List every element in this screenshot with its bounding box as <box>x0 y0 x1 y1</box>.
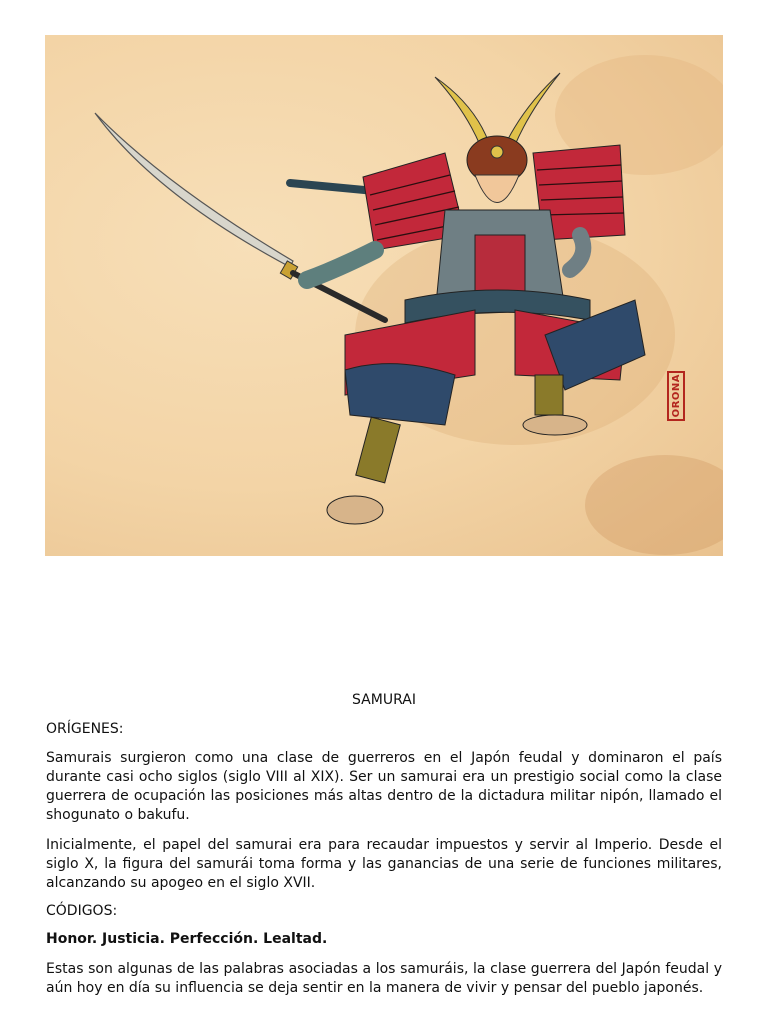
section-heading-codes: CÓDIGOS: <box>46 903 118 919</box>
paragraph-codes: Estas son algunas de las palabras asociadas a los samuráis, la clase guerrera del Japón feudal y aún hoy en día su influencia se deja sentir en la manera de vivir y pensar del pueblo japonés. <box>46 961 722 996</box>
virtues-line: Honor. Justicia. Perfección. Lealtad. <box>46 931 328 947</box>
page-title: SAMURAI <box>352 692 416 708</box>
samurai-drawing <box>45 35 723 556</box>
paragraph-origins-2: Inicialmente, el papel del samurai era para recaudar impuestos y servir al Imperio. Desde el siglo X, la figura del samurái toma forma y las ganancias de una serie de funciones militares, alcanzando su apogeo en el siglo XVII. <box>46 837 722 891</box>
artist-seal: ORONA <box>667 371 685 421</box>
samurai-illustration <box>45 35 723 556</box>
paragraph-origins-1: Samurais surgieron como una clase de guerreros en el Japón feudal y dominaron el país durante casi ocho siglos (siglo VIII al XIX). Ser un samurai era un prestigio social como la clase guerrera de ocupación las posiciones más altas dentro de la dictadura militar nipón, llamado el shogunato o bakufu. <box>46 750 722 823</box>
section-heading-origins: ORÍGENES: <box>46 721 124 737</box>
